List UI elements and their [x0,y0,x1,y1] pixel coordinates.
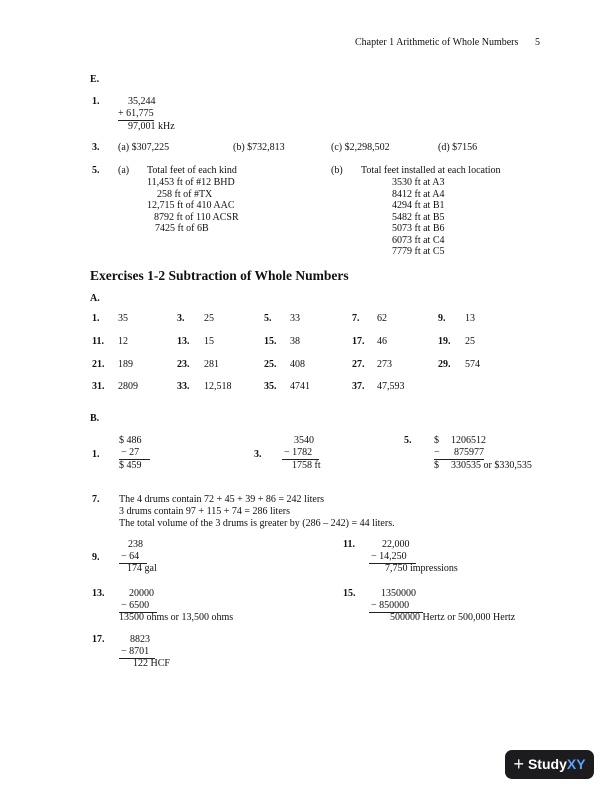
a-problem-number: 25. [264,359,277,370]
logo-xy-text: XY [566,756,586,772]
b9-subtrahend: − 64 [119,551,147,564]
a-problem-number: 15. [264,336,277,347]
b3-subtrahend: − 1782 [282,447,319,460]
e5-b-label: (b) [331,165,343,176]
b7-line: The total volume of the 3 drums is greater by (286 – 242) = 44 liters. [119,518,395,529]
b17-subtrahend: − 8701 [119,646,155,659]
b7-line: The 4 drums contain 72 + 45 + 39 + 86 = 242 liters [119,494,325,505]
b3-difference: 1758 ft [292,460,321,471]
a-problem-number: 13. [177,336,190,347]
e3-answer-c: (c) $2,298,502 [331,142,390,153]
b9-minuend: 238 [128,539,143,550]
e5-a-title: Total feet of each kind [147,165,237,176]
b5-dollar-sign: $ [434,435,439,446]
e1-addend-b: + 61,775 [118,108,154,119]
a-answer-value: 38 [290,336,300,347]
section-a-label: A. [90,293,100,304]
a-problem-number: 29. [438,359,451,370]
a-answer-value: 4741 [290,381,310,392]
a-answer-value: 35 [118,313,128,324]
b9-difference: 174 gal [127,563,157,574]
e1-result: 97,001 kHz [128,121,175,132]
page-number: 5 [535,37,540,48]
e3-answer-b: (b) $732,813 [233,142,285,153]
e5-a-label: (a) [118,165,130,176]
a-answer-value: 189 [118,359,133,370]
a-problem-number: 33. [177,381,190,392]
a-problem-number: 17. [352,336,365,347]
b13-difference: 13500 ohms or 13,500 ohms [119,612,234,623]
a-answer-value: 33 [290,313,300,324]
section-b-label: B. [90,413,100,424]
a-answer-value: 574 [465,359,480,370]
b15-subtrahend: − 850000 [369,600,423,613]
b7-number: 7. [92,494,100,505]
b3-number: 3. [254,449,262,460]
e5-b-item: 7779 ft at C5 [392,246,445,257]
plus-icon: + [513,754,524,774]
a-problem-number: 23. [177,359,190,370]
a-problem-number: 35. [264,381,277,392]
e3-answer-a: (a) $307,225 [118,142,170,153]
b15-minuend: 1350000 [381,588,416,599]
e5-b-item: 5482 ft at B5 [392,212,445,223]
b1-subtrahend: − 27 [119,447,150,460]
e5-b-item: 8412 ft at A4 [392,189,445,200]
b3-minuend: 3540 [294,435,314,446]
b5-number: 5. [404,435,412,446]
b13-minuend: 20000 [129,588,154,599]
a-problem-number: 1. [92,313,100,324]
a-answer-value: 62 [377,313,387,324]
b11-difference: 7,750 impressions [385,563,458,574]
a-answer-value: 408 [290,359,305,370]
b11-subtrahend: − 14,250 [369,551,416,564]
b11-number: 11. [343,539,355,550]
b7-line: 3 drums contain 97 + 115 + 74 = 286 liters [119,506,290,517]
a-answer-value: 46 [377,336,387,347]
e5-number: 5. [92,165,100,176]
e5-b-title: Total feet installed at each location [361,165,501,176]
chapter-title: Chapter 1 Arithmetic of Whole Numbers [355,37,519,48]
b13-number: 13. [92,588,105,599]
b17-difference: 122 HCF [133,658,170,669]
b5-difference: 330535 or $330,535 [451,460,532,471]
e5-b-item: 3530 ft at A3 [392,177,445,188]
e5-b-item: 5073 ft at B6 [392,223,445,234]
e5-a-item: 8792 ft of 110 ACSR [154,212,239,223]
studyxy-logo [505,750,594,779]
b11-minuend: 22,000 [382,539,410,550]
e3-answer-d: (d) $7156 [438,142,478,153]
b15-number: 15. [343,588,356,599]
a-problem-number: 3. [177,313,185,324]
logo-study-text: Study [527,756,567,772]
b15-difference: 500000 Hertz or 500,000 Hertz [390,612,516,623]
a-problem-number: 9. [438,313,446,324]
a-answer-value: 273 [377,359,392,370]
b17-minuend: 8823 [130,634,150,645]
a-answer-value: 25 [204,313,214,324]
a-problem-number: 31. [92,381,105,392]
a-problem-number: 21. [92,359,105,370]
a-answer-value: 281 [204,359,219,370]
e1-addend-a: 35,244 [128,96,156,107]
e5-a-item: 7425 ft of 6B [155,223,209,234]
e5-a-item: 12,715 ft of 410 AAC [147,200,235,211]
a-problem-number: 5. [264,313,272,324]
b5-minus-sign: − [434,447,440,458]
a-answer-value: 47,593 [377,381,405,392]
exercises-heading: Exercises 1-2 Subtraction of Whole Numbers [90,268,349,283]
b5-subtrahend: 875977 [454,447,484,458]
a-problem-number: 37. [352,381,365,392]
e5-a-item: 11,453 ft of #12 BHD [147,177,235,188]
e1-number: 1. [92,96,100,107]
b1-difference: $ 459 [119,460,142,471]
b1-number: 1. [92,449,100,460]
a-answer-value: 12,518 [204,381,232,392]
b17-number: 17. [92,634,105,645]
e5-b-item: 4294 ft at B1 [392,200,445,211]
b9-number: 9. [92,552,100,563]
a-problem-number: 7. [352,313,360,324]
a-problem-number: 11. [92,336,104,347]
a-answer-value: 13 [465,313,475,324]
e5-a-item: 258 ft of #TX [157,189,213,200]
a-answer-value: 15 [204,336,214,347]
e3-number: 3. [92,142,100,153]
b5-dollar-sign-result: $ [434,460,439,471]
b13-subtrahend: − 6500 [119,600,157,613]
a-problem-number: 27. [352,359,365,370]
b1-minuend: $ 486 [119,435,142,446]
a-problem-number: 19. [438,336,451,347]
a-answer-value: 2809 [118,381,138,392]
section-e-label: E. [90,74,100,85]
a-answer-value: 25 [465,336,475,347]
b5-minuend: 1206512 [451,435,486,446]
a-answer-value: 12 [118,336,128,347]
e5-b-item: 6073 ft at C4 [392,235,445,246]
